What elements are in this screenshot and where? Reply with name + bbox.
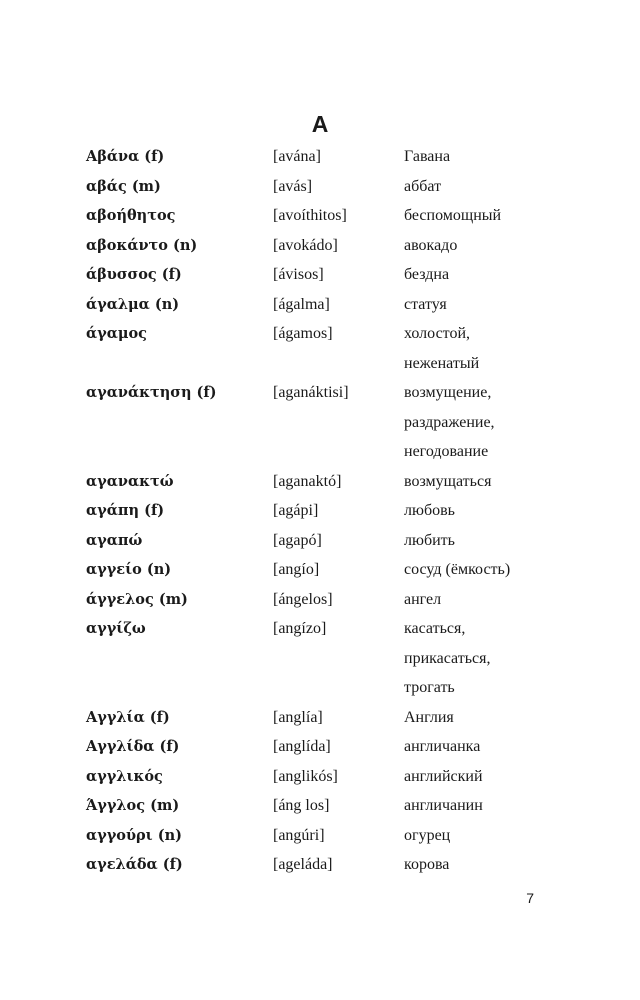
- russian-translation: трогать: [404, 679, 455, 696]
- greek-headword: αγγλικός: [86, 767, 163, 785]
- greek-headword: Αγγλίδα (f): [86, 738, 180, 755]
- entry-line: [0, 467, 640, 497]
- transliteration: [ágamos]: [273, 325, 333, 342]
- entry-line: [0, 408, 640, 438]
- dictionary-entry: [0, 142, 640, 172]
- transliteration: [anglía]: [273, 708, 323, 726]
- greek-headword: Αγγλία (f): [86, 708, 170, 726]
- entry-line: [0, 732, 640, 762]
- transliteration: [avás]: [273, 177, 313, 195]
- russian-translation: ангел: [404, 590, 442, 608]
- russian-translation: англичанка: [404, 738, 481, 755]
- dictionary-entry: [0, 290, 640, 320]
- entry-line: [0, 260, 640, 290]
- entry-line: [0, 791, 640, 821]
- transliteration: [angío]: [273, 561, 320, 578]
- russian-translation: огурец: [404, 826, 451, 844]
- entry-line: [0, 201, 640, 231]
- greek-headword: αγγούρι (n): [86, 826, 183, 844]
- greek-headword: αγγείο (n): [86, 561, 172, 578]
- greek-headword: Αβάνα (f): [86, 148, 165, 165]
- entry-line: [0, 703, 640, 733]
- entry-line: [0, 821, 640, 851]
- dictionary-entry: [0, 614, 640, 703]
- russian-translation: холостой,: [404, 325, 471, 342]
- russian-translation: возмущаться: [404, 472, 492, 490]
- russian-translation: авокадо: [404, 236, 458, 254]
- russian-translation: любить: [404, 531, 455, 549]
- transliteration: [agápi]: [273, 502, 319, 519]
- transliteration: [avokádo]: [273, 236, 338, 254]
- dictionary-entry: [0, 526, 640, 556]
- dictionary-entry: [0, 496, 640, 526]
- dictionary-entry: [0, 555, 640, 585]
- dictionary-entry: [0, 732, 640, 762]
- transliteration: [angízo]: [273, 620, 327, 637]
- dictionary-entries: [0, 142, 640, 880]
- greek-headword: αβάς (m): [86, 177, 161, 195]
- transliteration: [anglída]: [273, 738, 331, 755]
- greek-headword: αγγίζω: [86, 620, 146, 637]
- russian-translation: Англия: [404, 708, 454, 726]
- entry-line: [0, 290, 640, 320]
- russian-translation: негодование: [404, 443, 489, 460]
- entry-line: [0, 319, 640, 349]
- transliteration: [ageláda]: [273, 856, 333, 873]
- russian-translation: прикасаться,: [404, 649, 491, 667]
- section-letter-heading: A: [311, 111, 329, 137]
- entry-line: [0, 526, 640, 556]
- greek-headword: αβοήθητος: [86, 207, 176, 224]
- transliteration: [aganáktisi]: [273, 384, 349, 401]
- entry-line: [0, 172, 640, 202]
- greek-headword: αγαπώ: [86, 531, 143, 549]
- entry-line: [0, 673, 640, 703]
- entry-line: [0, 762, 640, 792]
- dictionary-entry: [0, 378, 640, 467]
- greek-headword: αγανάκτηση (f): [86, 384, 217, 401]
- greek-headword: Άγγλος (m): [86, 797, 180, 814]
- dictionary-entry: [0, 319, 640, 378]
- transliteration: [avána]: [273, 148, 321, 165]
- greek-headword: αγανακτώ: [86, 472, 174, 490]
- greek-headword: αβοκάντο (n): [86, 236, 198, 254]
- dictionary-entry: [0, 791, 640, 821]
- dictionary-entry: [0, 260, 640, 290]
- entry-line: [0, 614, 640, 644]
- entry-line: [0, 585, 640, 615]
- entry-line: [0, 437, 640, 467]
- russian-translation: любовь: [404, 502, 455, 519]
- russian-translation: бездна: [404, 266, 450, 283]
- entry-line: [0, 555, 640, 585]
- greek-headword: αγάπη (f): [86, 502, 165, 519]
- transliteration: [angúri]: [273, 826, 325, 844]
- russian-translation: Гавана: [404, 148, 451, 165]
- entry-line: [0, 496, 640, 526]
- russian-translation: сосуд (ёмкость): [404, 561, 511, 578]
- entry-line: [0, 349, 640, 379]
- greek-headword: άγαμος: [86, 325, 148, 342]
- russian-translation: корова: [404, 856, 450, 873]
- russian-translation: возмущение,: [404, 384, 492, 401]
- transliteration: [anglikós]: [273, 767, 338, 785]
- dictionary-entry: [0, 231, 640, 261]
- dictionary-entry: [0, 201, 640, 231]
- greek-headword: άγαλμα (n): [86, 295, 180, 313]
- dictionary-entry: [0, 821, 640, 851]
- russian-translation: касаться,: [404, 620, 466, 637]
- transliteration: [aganaktó]: [273, 472, 342, 490]
- russian-translation: раздражение,: [404, 413, 495, 431]
- page-number: 7: [526, 890, 534, 906]
- entry-line: [0, 644, 640, 674]
- transliteration: [ávisos]: [273, 266, 324, 283]
- dictionary-entry: [0, 850, 640, 880]
- russian-translation: англичанин: [404, 797, 483, 814]
- dictionary-entry: [0, 703, 640, 733]
- entry-line: [0, 850, 640, 880]
- greek-headword: άβυσσος (f): [86, 266, 182, 283]
- transliteration: [áng los]: [273, 797, 330, 814]
- transliteration: [ángelos]: [273, 590, 333, 608]
- russian-translation: неженатый: [404, 354, 480, 372]
- transliteration: [agapó]: [273, 531, 322, 549]
- greek-headword: αγελάδα (f): [86, 856, 183, 873]
- russian-translation: аббат: [404, 177, 442, 195]
- dictionary-entry: [0, 172, 640, 202]
- entry-line: [0, 378, 640, 408]
- entry-line: [0, 231, 640, 261]
- dictionary-entry: [0, 467, 640, 497]
- dictionary-entry: [0, 585, 640, 615]
- transliteration: [ágalma]: [273, 295, 330, 313]
- russian-translation: английский: [404, 767, 483, 785]
- russian-translation: статуя: [404, 295, 447, 313]
- transliteration: [avoíthitos]: [273, 207, 347, 224]
- greek-headword: άγγελος (m): [86, 590, 188, 608]
- russian-translation: беспомощный: [404, 207, 502, 224]
- dictionary-entry: [0, 762, 640, 792]
- entry-line: [0, 142, 640, 172]
